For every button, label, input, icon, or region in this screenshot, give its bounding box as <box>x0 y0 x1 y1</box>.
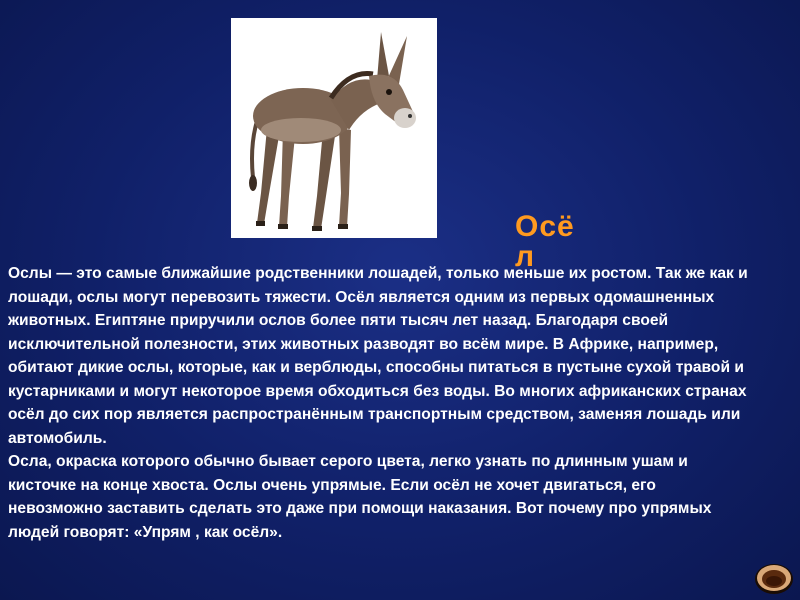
donkey-image <box>231 18 437 238</box>
donkey-illustration <box>231 18 437 238</box>
slide-title: Осёл <box>515 210 575 273</box>
brown-round-button-icon <box>754 561 794 595</box>
body-paragraph-2: Осла, окраска которого обычно бывает серого цвета, легко узнать по длинным ушам и кисточке на конце хвоста. Ослы очень упрямые. Если осёл не хочет двигаться, его невозможно заставить сделать это даже при помощи наказания. Вот почему про упрямых людей говорят: «Упрям , как осёл». <box>8 453 712 541</box>
slide-body-text <box>8 262 748 544</box>
nav-button[interactable] <box>754 561 794 595</box>
body-paragraph-1: Ослы — это самые ближайшие родственники лошадей, только меньше их ростом. Так же как и лошади, ослы могут перевозить тяжести. Осёл является одним из первых одомашненных животных. Египтяне приручили ослов более пяти тысяч лет назад. Благодаря своей исключительной полезности, этих животных разводят во всём мире. В Африке, например, обитают дикие ослы, которые, как и верблюды, способны питаться в пустыне сухой травой и кустарниками и могут некоторое время обходиться без воды. Во многих африканских странах осёл до сих пор является распространённым транспортным средством, заменяя лошадь или автомобиль. <box>8 265 748 447</box>
